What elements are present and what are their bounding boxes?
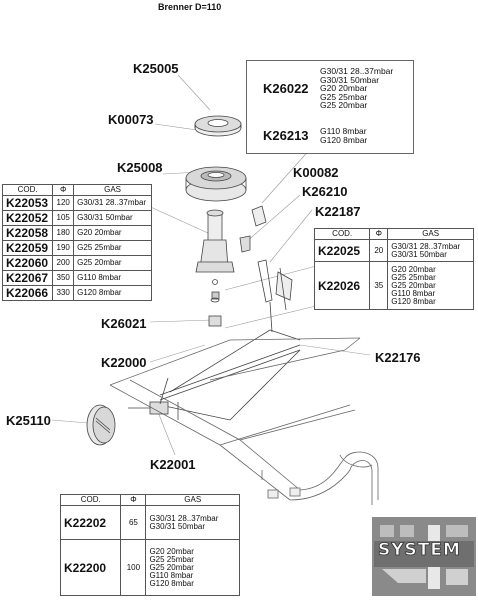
- bottom-table-header-gas: GAS: [146, 495, 240, 506]
- label-k26210: K26210: [302, 184, 348, 199]
- row-dia: 20: [370, 240, 388, 262]
- table-row: [3, 196, 152, 211]
- left-spec-table: [2, 184, 152, 301]
- top-box-code-2: K26213: [263, 128, 309, 143]
- row-code: K22025: [315, 240, 370, 262]
- row-dia: 350: [53, 271, 74, 286]
- gas-pipe-assembly: [128, 330, 300, 420]
- table-row: [3, 241, 152, 256]
- table-row: [61, 540, 240, 596]
- row-dia: 120: [53, 196, 74, 211]
- table-row: [3, 211, 152, 226]
- top-box-gas-1: G30/31 28..37mbar G30/31 50mbar G20 20mbar G25 25mbar G25 20mbar: [320, 66, 394, 110]
- row-code: K22053: [3, 196, 53, 211]
- control-knob: [87, 405, 115, 445]
- table-row: [315, 262, 474, 310]
- row-gas: G30/31 28..37mbar: [74, 196, 152, 211]
- row-dia: 65: [121, 506, 146, 540]
- row-code: K22067: [3, 271, 53, 286]
- label-k22001: K22001: [150, 457, 196, 472]
- table-row: [3, 256, 152, 271]
- label-k25005: K25005: [133, 61, 179, 76]
- row-dia: 330: [53, 286, 74, 301]
- row-code: K22059: [3, 241, 53, 256]
- label-k00073: K00073: [108, 112, 154, 127]
- burner-crown: [186, 167, 246, 201]
- left-table-header-dia: Φ: [53, 185, 74, 196]
- diagram-title: Brenner D=110: [158, 2, 222, 12]
- row-code: K22202: [61, 506, 121, 540]
- row-dia: 35: [370, 262, 388, 310]
- label-k22187: K22187: [315, 204, 361, 219]
- row-code: K22058: [3, 226, 53, 241]
- bottom-table-header-code: COD.: [61, 495, 121, 506]
- logo-text: SYSTEM: [378, 540, 461, 560]
- row-dia: 105: [53, 211, 74, 226]
- row-dia: 200: [53, 256, 74, 271]
- system-logo: [372, 517, 476, 596]
- right-spec-table: [314, 228, 474, 310]
- label-k25110: K25110: [6, 413, 51, 428]
- table-row: [3, 271, 152, 286]
- row-gas: G20 20mbar: [74, 226, 152, 241]
- label-k00082: K00082: [293, 165, 339, 180]
- top-box-code-1: K26022: [263, 81, 309, 96]
- row-gas: G30/31 50mbar: [74, 211, 152, 226]
- row-dia: 180: [53, 226, 74, 241]
- label-k25008: K25008: [117, 160, 163, 175]
- row-dia: 190: [53, 241, 74, 256]
- row-gas: G25 25mbar: [74, 241, 152, 256]
- row-gas: G20 20mbar G25 25mbar G25 20mbar G110 8mbar G120 8mbar: [388, 262, 474, 310]
- row-gas: G30/31 28..37mbar G30/31 50mbar: [388, 240, 474, 262]
- row-gas: G25 20mbar: [74, 256, 152, 271]
- row-code: K22026: [315, 262, 370, 310]
- burner-cap: [195, 116, 241, 136]
- row-gas: G20 20mbar G25 25mbar G25 20mbar G110 8mbar G120 8mbar: [146, 540, 240, 596]
- row-gas: G110 8mbar: [74, 271, 152, 286]
- row-code: K22200: [61, 540, 121, 596]
- row-code: K22066: [3, 286, 53, 301]
- right-table-header-dia: Φ: [370, 229, 388, 240]
- table-row: [3, 226, 152, 241]
- injector-spec-box: [246, 60, 414, 154]
- label-k22176: K22176: [375, 350, 421, 365]
- left-table-header-code: COD.: [3, 185, 53, 196]
- bottom-table-header-dia: Φ: [121, 495, 146, 506]
- frame-rails: [110, 338, 378, 505]
- table-row: [315, 240, 474, 262]
- row-code: K22052: [3, 211, 53, 226]
- label-k22000: K22000: [101, 355, 147, 370]
- row-gas: G120 8mbar: [74, 286, 152, 301]
- table-row: [61, 506, 240, 540]
- row-code: K22060: [3, 256, 53, 271]
- label-k26021: K26021: [101, 316, 147, 331]
- row-dia: 100: [121, 540, 146, 596]
- left-table-header-gas: GAS: [74, 185, 152, 196]
- top-box-gas-2: G110 8mbar G120 8mbar: [320, 126, 368, 145]
- right-table-header-gas: GAS: [388, 229, 474, 240]
- bottom-spec-table: [60, 494, 240, 596]
- right-table-header-code: COD.: [315, 229, 370, 240]
- table-row: [3, 286, 152, 301]
- row-gas: G30/31 28..37mbar G30/31 50mbar: [146, 506, 240, 540]
- burner-body: [196, 210, 234, 326]
